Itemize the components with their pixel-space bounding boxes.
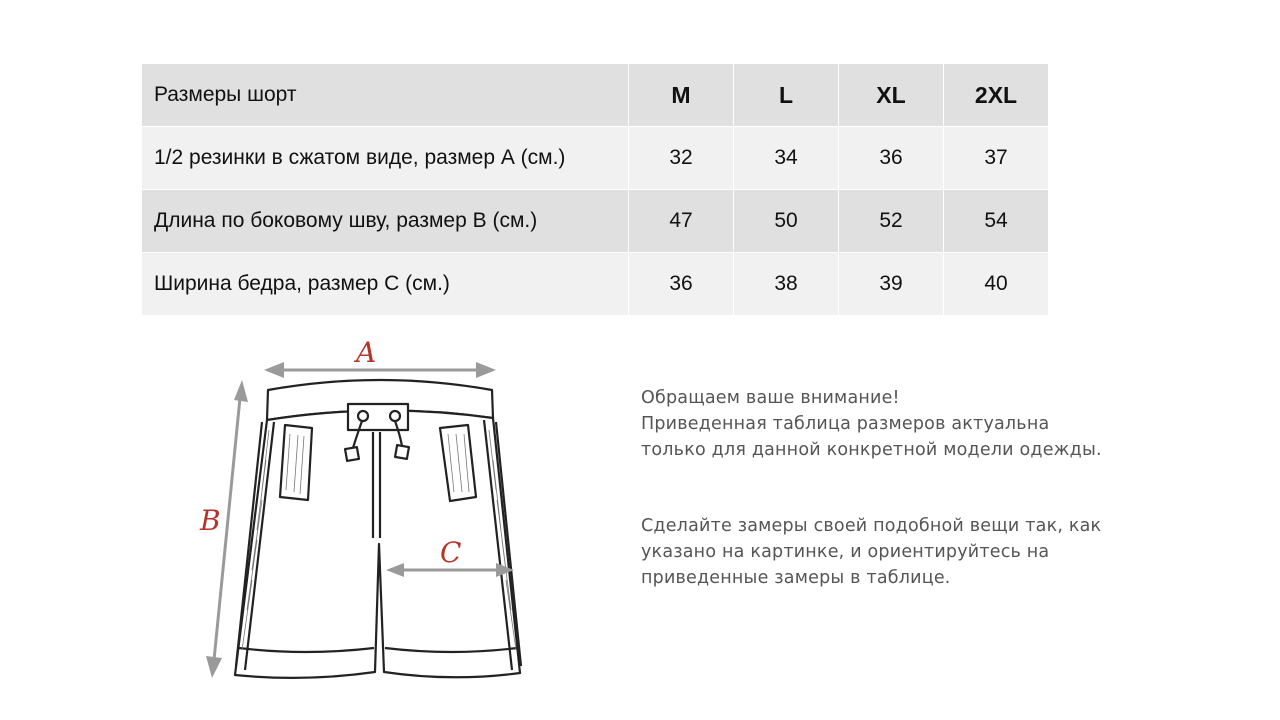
row-value: 37 bbox=[944, 127, 1049, 190]
table-header-row bbox=[142, 64, 1049, 127]
size-header-2xl: 2XL bbox=[944, 64, 1049, 127]
notes bbox=[641, 385, 1102, 641]
row-value: 36 bbox=[629, 253, 734, 316]
size-header-m: M bbox=[629, 64, 734, 127]
row-value: 47 bbox=[629, 190, 734, 253]
row-value: 39 bbox=[839, 253, 944, 316]
label-a: A bbox=[356, 336, 377, 369]
size-table bbox=[142, 64, 1049, 316]
size-header-xl: XL bbox=[839, 64, 944, 127]
notes-paragraph-instructions bbox=[641, 513, 1102, 591]
notes-line: только для данной конкретной модели одежды. bbox=[641, 440, 1102, 460]
table-row bbox=[142, 190, 1049, 253]
shorts-diagram bbox=[190, 330, 550, 690]
size-header-l: L bbox=[734, 64, 839, 127]
label-b: B bbox=[200, 504, 221, 537]
row-label: Ширина бедра, размер С (см.) bbox=[142, 253, 629, 316]
row-label: Длина по боковому шву, размер В (см.) bbox=[142, 190, 629, 253]
notes-paragraph-attention bbox=[641, 385, 1102, 463]
row-value: 38 bbox=[734, 253, 839, 316]
notes-line: указано на картинке, и ориентируйтесь на bbox=[641, 542, 1050, 562]
notes-line: приведенные замеры в таблице. bbox=[641, 568, 951, 588]
label-c: C bbox=[440, 536, 462, 569]
row-value: 52 bbox=[839, 190, 944, 253]
notes-line: Приведенная таблица размеров актуальна bbox=[641, 414, 1050, 434]
row-value: 40 bbox=[944, 253, 1049, 316]
row-label: 1/2 резинки в сжатом виде, размер А (см.) bbox=[142, 127, 629, 190]
notes-line: Обращаем ваше внимание! bbox=[641, 388, 900, 408]
notes-line: Сделайте замеры своей подобной вещи так, как bbox=[641, 516, 1102, 536]
table-row bbox=[142, 127, 1049, 190]
table-header-label: Размеры шорт bbox=[142, 64, 629, 127]
row-value: 34 bbox=[734, 127, 839, 190]
shorts-outline-icon bbox=[235, 380, 521, 678]
row-value: 54 bbox=[944, 190, 1049, 253]
row-value: 32 bbox=[629, 127, 734, 190]
row-value: 50 bbox=[734, 190, 839, 253]
table-row bbox=[142, 253, 1049, 316]
row-value: 36 bbox=[839, 127, 944, 190]
arrow-a-icon bbox=[264, 362, 496, 378]
